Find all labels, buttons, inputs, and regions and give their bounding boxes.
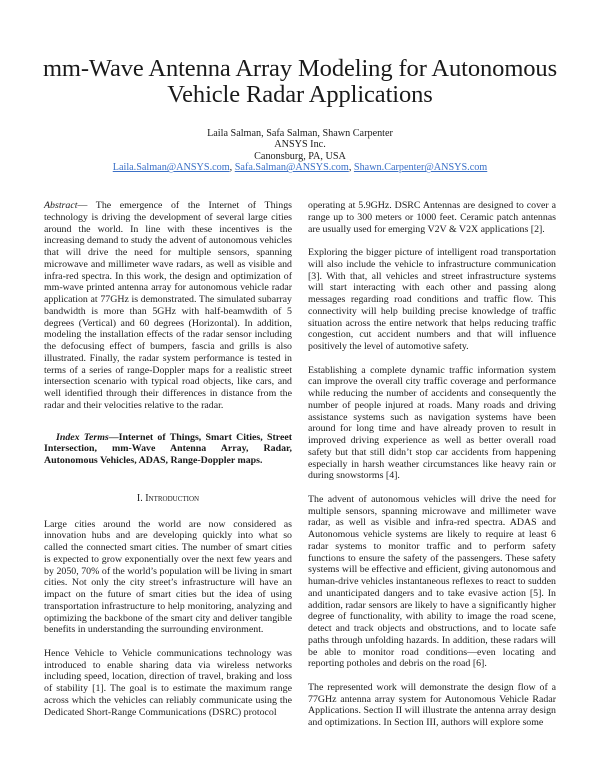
email-link-laila[interactable]: Laila.Salman@ANSYS.com [112,162,230,174]
index-terms [44,432,292,467]
right-column [308,200,556,741]
index-terms-label: Index Terms [56,431,109,443]
body-paragraph: Establishing a complete dynamic traffic information system can improve the overall city traffic coverage and performance while reducing the number of accidents and consequently the number of people injured at roads. Many roads and driving assistance systems such as navigation systems have been around for long time and have already proven to result in improved driving experience as well as better overall road safety but that still didn’t stop car accidents from happening especially in harsh weather circumstances like heavy rain or during snowstorms [4]. [308,364,556,482]
body-paragraph: The advent of autonomous vehicles will drive the need for multiple sensors, spanning microwave and millimeter wave radar, as well as visible and infra-red spectra. ADAS and Autonomous vehicle systems are likely to require at least 6 radar systems to monitor traffic and to perform safety functions to ensure the safety of the passengers. These safety systems will be effective and efficient, giving autonomous and human-drive vehicles instantaneous reflexes to react to sudden and unanticipated dangers and to take evasive action [5]. In addition, radar sensors are likely to have a significantly higher degree of functionality, with ability to image the road scene, detect and track objects and obstructions, and to locate safe paths through unfolding hazards. In addition, these radars will be able to monitor road conditions—even locating and reporting potholes and debris on the road [6]. [308,493,556,670]
author-emails [0,162,600,173]
section-number: I. [136,492,146,504]
email-link-shawn[interactable]: Shawn.Carpenter@ANSYS.com [353,162,488,174]
title-line-1: mm-Wave Antenna Array Modeling for Autonomous [42,55,558,82]
left-column [44,200,292,730]
email-separator: , [348,162,354,174]
affiliation: ANSYS Inc. [274,139,326,151]
abstract [44,200,292,412]
abstract-text: The emergence of the Internet of Things technology is driving the development of several large cities around the world. In line with these incentives is the increasing demand to study the advent of autonomous vehicles that will drive the need for multiple sensors, spanning microwave and millimeter wave radars, as well as visible and infra-red spectra. In this work, the design and optimization of mm-wave printed antenna array for autonomous vehicle radar application at 77GHz is demonstrated. The simulated subarray bandwidth is more than 5GHz with half-beamwdith of 5 degrees (Vertical) and 60 degrees (Horizontal). In addition, modeling the installation effects of the radar sensor including the defocusing effect of bumpers, fascia and grills is also illustrated. Finally, the radar system performance is tested in terms of a series of range-Doppler maps for a realistic street intersection scenario with typical road objects, like cars, and well identified through their differences in distance from the radar and their velocities relative to the radar. [44,200,292,411]
body-paragraph: operating at 5.9GHz. DSRC Antennas are designed to cover a range up to 300 meters or 1000 feet. Ceramic patch antennas are usually used for emerging V2V & V2X applications [2]. [308,200,556,235]
body-paragraph: The represented work will demonstrate the design flow of a 77GHz antenna array system for Autonomous Vehicle Radar Applications. Section II will illustrate the antenna array design and optimizations. In Section III, authors will explore some [308,681,556,728]
abstract-label: Abstract [44,200,78,211]
section-heading-introduction [44,493,292,505]
abstract-dash: — [77,200,96,211]
section-title: Introduction [145,492,200,504]
body-paragraph: Large cities around the world are now considered as innovation hubs and are developing quickly into what so called the connected smart cities. The number of smart cities is expected to grow exponentially over the next few years and by 2050, 70% of the world’s population will be living in smart cities. Not only the city street’s infrastructure will have an impact on the future of smart cities but the idea of using transportation infrastructure to help monitoring, analyzing and optimizing the backbone of the smart city and deliver tangible benefits in understanding the surrounding environment. [44,518,292,636]
index-terms-text: —Internet of Things, Smart Cities, Street Intersection, mm-Wave Antenna Array, Radar, Autonomous Vehicles, ADAS, Range-Doppler maps. [44,431,293,466]
author-block [0,128,600,174]
location: Canonsburg, PA, USA [254,150,346,162]
body-paragraph: Hence Vehicle to Vehicle communications technology was introduced to enable sharing data via wireless networks including speed, location, direction of travel, braking and loss of stability [1]. The goal is to estimate the maximum range across which the vehicles can reliably communicate using the Dedicated Short-Range Communications (DSRC) protocol [44,647,292,718]
paper-title [0,56,600,108]
body-paragraph: Exploring the bigger picture of intelligent road transportation will also include the vehicle to infrastructure communication [3]. With that, all vehicles and street infrastructure systems will start interacting with each other and passing along messages regarding road conditions and traffic flow. This connectivity will help building precise knowledge of traffic situation across the entire network that helps reducing traffic congestion, cut accident numbers and that will influence positively the level of automotive safety. [308,247,556,352]
title-line-2: Vehicle Radar Applications [167,81,433,108]
author-names: Laila Salman, Safa Salman, Shawn Carpenter [207,128,393,139]
email-link-safa[interactable]: Safa.Salman@ANSYS.com [234,162,349,174]
email-separator: , [229,162,235,174]
